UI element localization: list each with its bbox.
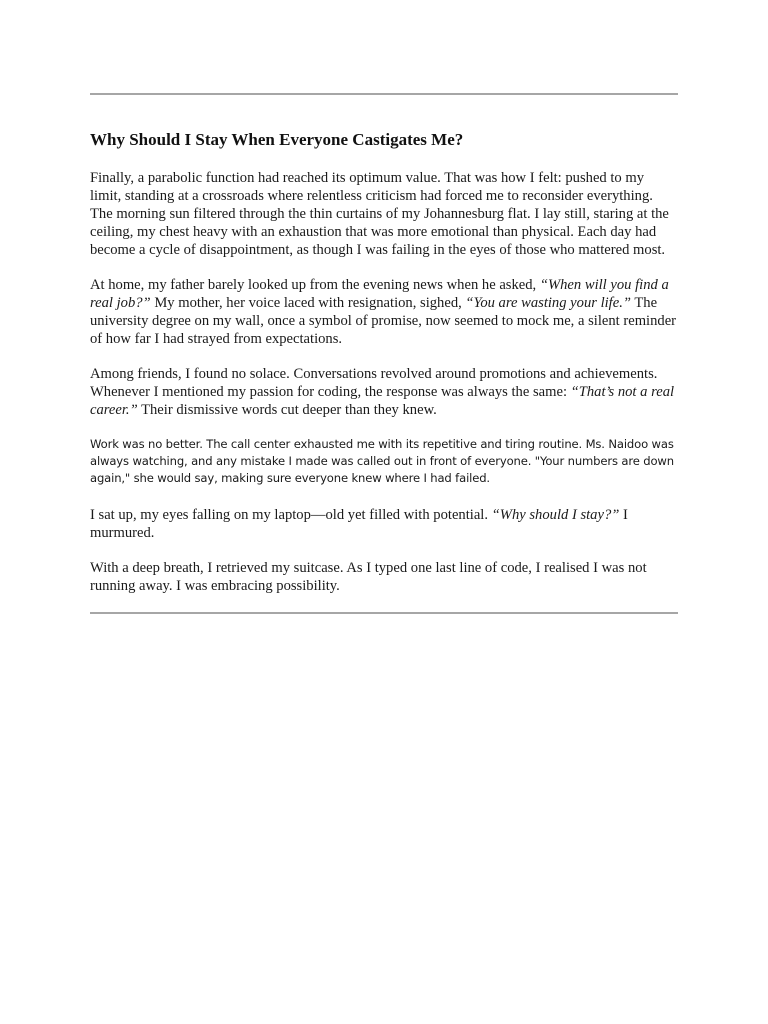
paragraph-5	[90, 506, 678, 542]
paragraph-3-text-a: Among friends, I found no solace. Conversations revolved around promotions and achievements. Whenever I mentioned my passion for coding, the response was always the same:	[90, 366, 658, 400]
paragraph-2-text-a: At home, my father barely looked up from the evening news when he asked,	[90, 277, 540, 293]
paragraph-3	[90, 365, 678, 419]
paragraph-6: With a deep breath, I retrieved my suitcase. As I typed one last line of code, I realised I was not running away. I was embracing possibility.	[90, 560, 647, 594]
paragraph-5-text-a: I sat up, my eyes falling on my laptop—old yet filled with potential.	[90, 507, 492, 523]
paragraph-3-text-b: Their dismissive words cut deeper than they knew.	[137, 402, 437, 418]
paragraph-3-quote-friends: “That’s not a real career.”	[90, 384, 675, 418]
paragraph-2-text-b: My mother, her voice laced with resignation, sighed,	[150, 295, 466, 311]
paragraph-2-text-c: The university degree on my wall, once a symbol of promise, now seemed to mock me, a silent reminder of how far I had strayed from expectations.	[90, 295, 677, 347]
paragraph-2	[90, 276, 678, 348]
document-title: Why Should I Stay When Everyone Castigates Me?	[90, 130, 464, 149]
paragraph-5-text-b: I murmured.	[90, 507, 628, 541]
paragraph-1: Finally, a parabolic function had reached its optimum value. That was how I felt: pushed to my limit, standing at a crossroads where relentless criticism had forced me to reconsider everything. The morning sun filtered through the thin curtains of my Johannesburg flat. I lay still, staring at the ceiling, my chest heavy with an exhaustion that was more emotional than physical. Each day had become a cycle of disappointment, as though I was failing in the eyes of those who mattered most.	[90, 170, 669, 258]
bottom-divider	[90, 612, 678, 614]
document-page	[90, 93, 678, 614]
top-divider	[90, 93, 678, 95]
paragraph-2-quote-father: “When will you find a real job?”	[90, 277, 669, 311]
paragraph-4: Work was no better. The call center exhausted me with its repetitive and tiring routine. Ms. Naidoo was always watching, and any mistake I made was called out in front of everyone. "Your numbers are down again," she would say, making sure everyone knew where I had failed.	[90, 437, 674, 485]
paragraph-5-quote: “Why should I stay?”	[491, 507, 620, 523]
paragraph-2-quote-mother: “You are wasting your life.”	[465, 295, 631, 311]
